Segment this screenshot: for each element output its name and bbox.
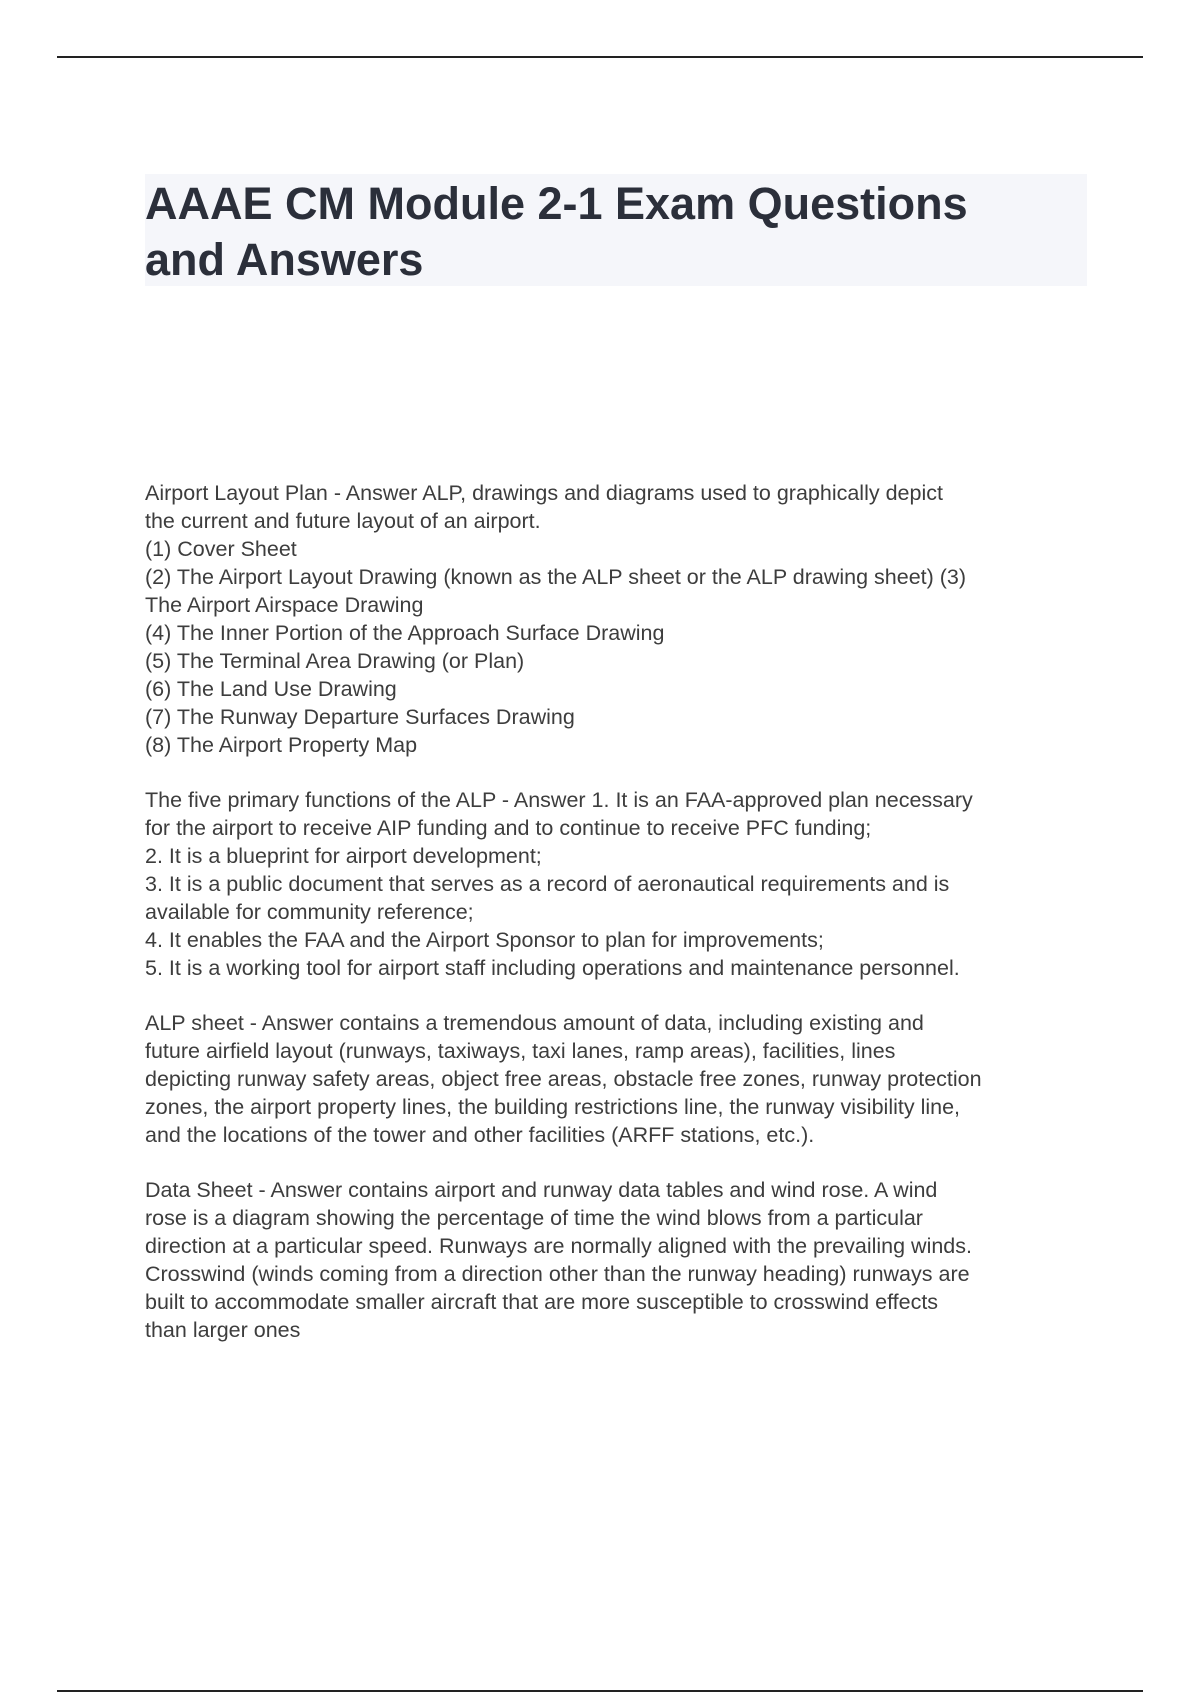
qa-entry xyxy=(145,479,1100,759)
qa-text-line: Airport Layout Plan - Answer ALP, drawings and diagrams used to graphically depict xyxy=(145,481,943,505)
qa-text-line: built to accommodate smaller aircraft that are more susceptible to crosswind effects xyxy=(145,1290,939,1314)
bottom-divider xyxy=(57,1690,1143,1692)
qa-text-line: (4) The Inner Portion of the Approach Surface Drawing xyxy=(145,621,665,645)
page-title xyxy=(145,176,1087,288)
qa-text-line: Data Sheet - Answer contains airport and runway data tables and wind rose. A wind xyxy=(145,1178,938,1202)
qa-text-line: available for community reference; xyxy=(145,900,474,924)
qa-text-line: 3. It is a public document that serves as a record of aeronautical requirements and is xyxy=(145,872,950,896)
qa-text-line: (6) The Land Use Drawing xyxy=(145,677,397,701)
qa-text-line: 5. It is a working tool for airport staff including operations and maintenance personnel. xyxy=(145,956,960,980)
qa-text-line: rose is a diagram showing the percentage of time the wind blows from a particular xyxy=(145,1206,923,1230)
top-divider xyxy=(57,56,1143,58)
qa-text-line: the current and future layout of an airport. xyxy=(145,509,541,533)
qa-text-line: (2) The Airport Layout Drawing (known as the ALP sheet or the ALP drawing sheet) (3) xyxy=(145,565,967,589)
qa-text-line: and the locations of the tower and other facilities (ARFF stations, etc.). xyxy=(145,1123,815,1147)
qa-text-line: (5) The Terminal Area Drawing (or Plan) xyxy=(145,649,525,673)
qa-entry xyxy=(145,1009,1100,1149)
qa-text-line: direction at a particular speed. Runways are normally aligned with the prevailing winds. xyxy=(145,1234,972,1258)
title-line: AAAE CM Module 2-1 Exam Questions xyxy=(145,178,968,229)
qa-text-line: future airfield layout (runways, taxiways, taxi lanes, ramp areas), facilities, lines xyxy=(145,1039,896,1063)
qa-text-line: Crosswind (winds coming from a direction other than the runway heading) runways are xyxy=(145,1262,970,1286)
qa-text-line: (1) Cover Sheet xyxy=(145,537,297,561)
qa-entry xyxy=(145,1176,1100,1344)
qa-text-line: for the airport to receive AIP funding and to continue to receive PFC funding; xyxy=(145,816,872,840)
qa-text-line: ALP sheet - Answer contains a tremendous amount of data, including existing and xyxy=(145,1011,924,1035)
qa-text-line: depicting runway safety areas, object free areas, obstacle free zones, runway protection xyxy=(145,1067,982,1091)
title-block xyxy=(145,174,1087,286)
document-body xyxy=(145,479,1100,1371)
qa-text-line: The five primary functions of the ALP - Answer 1. It is an FAA-approved plan necessary xyxy=(145,788,973,812)
qa-text-line: (8) The Airport Property Map xyxy=(145,733,418,757)
title-line: and Answers xyxy=(145,234,424,285)
qa-text-line: (7) The Runway Departure Surfaces Drawing xyxy=(145,705,575,729)
qa-text-line: The Airport Airspace Drawing xyxy=(145,593,424,617)
qa-text-line: zones, the airport property lines, the building restrictions line, the runway visibility line, xyxy=(145,1095,961,1119)
qa-text-line: 4. It enables the FAA and the Airport Sponsor to plan for improvements; xyxy=(145,928,824,952)
qa-text-line: 2. It is a blueprint for airport development; xyxy=(145,844,542,868)
qa-text-line: than larger ones xyxy=(145,1318,301,1342)
qa-entry xyxy=(145,786,1100,982)
